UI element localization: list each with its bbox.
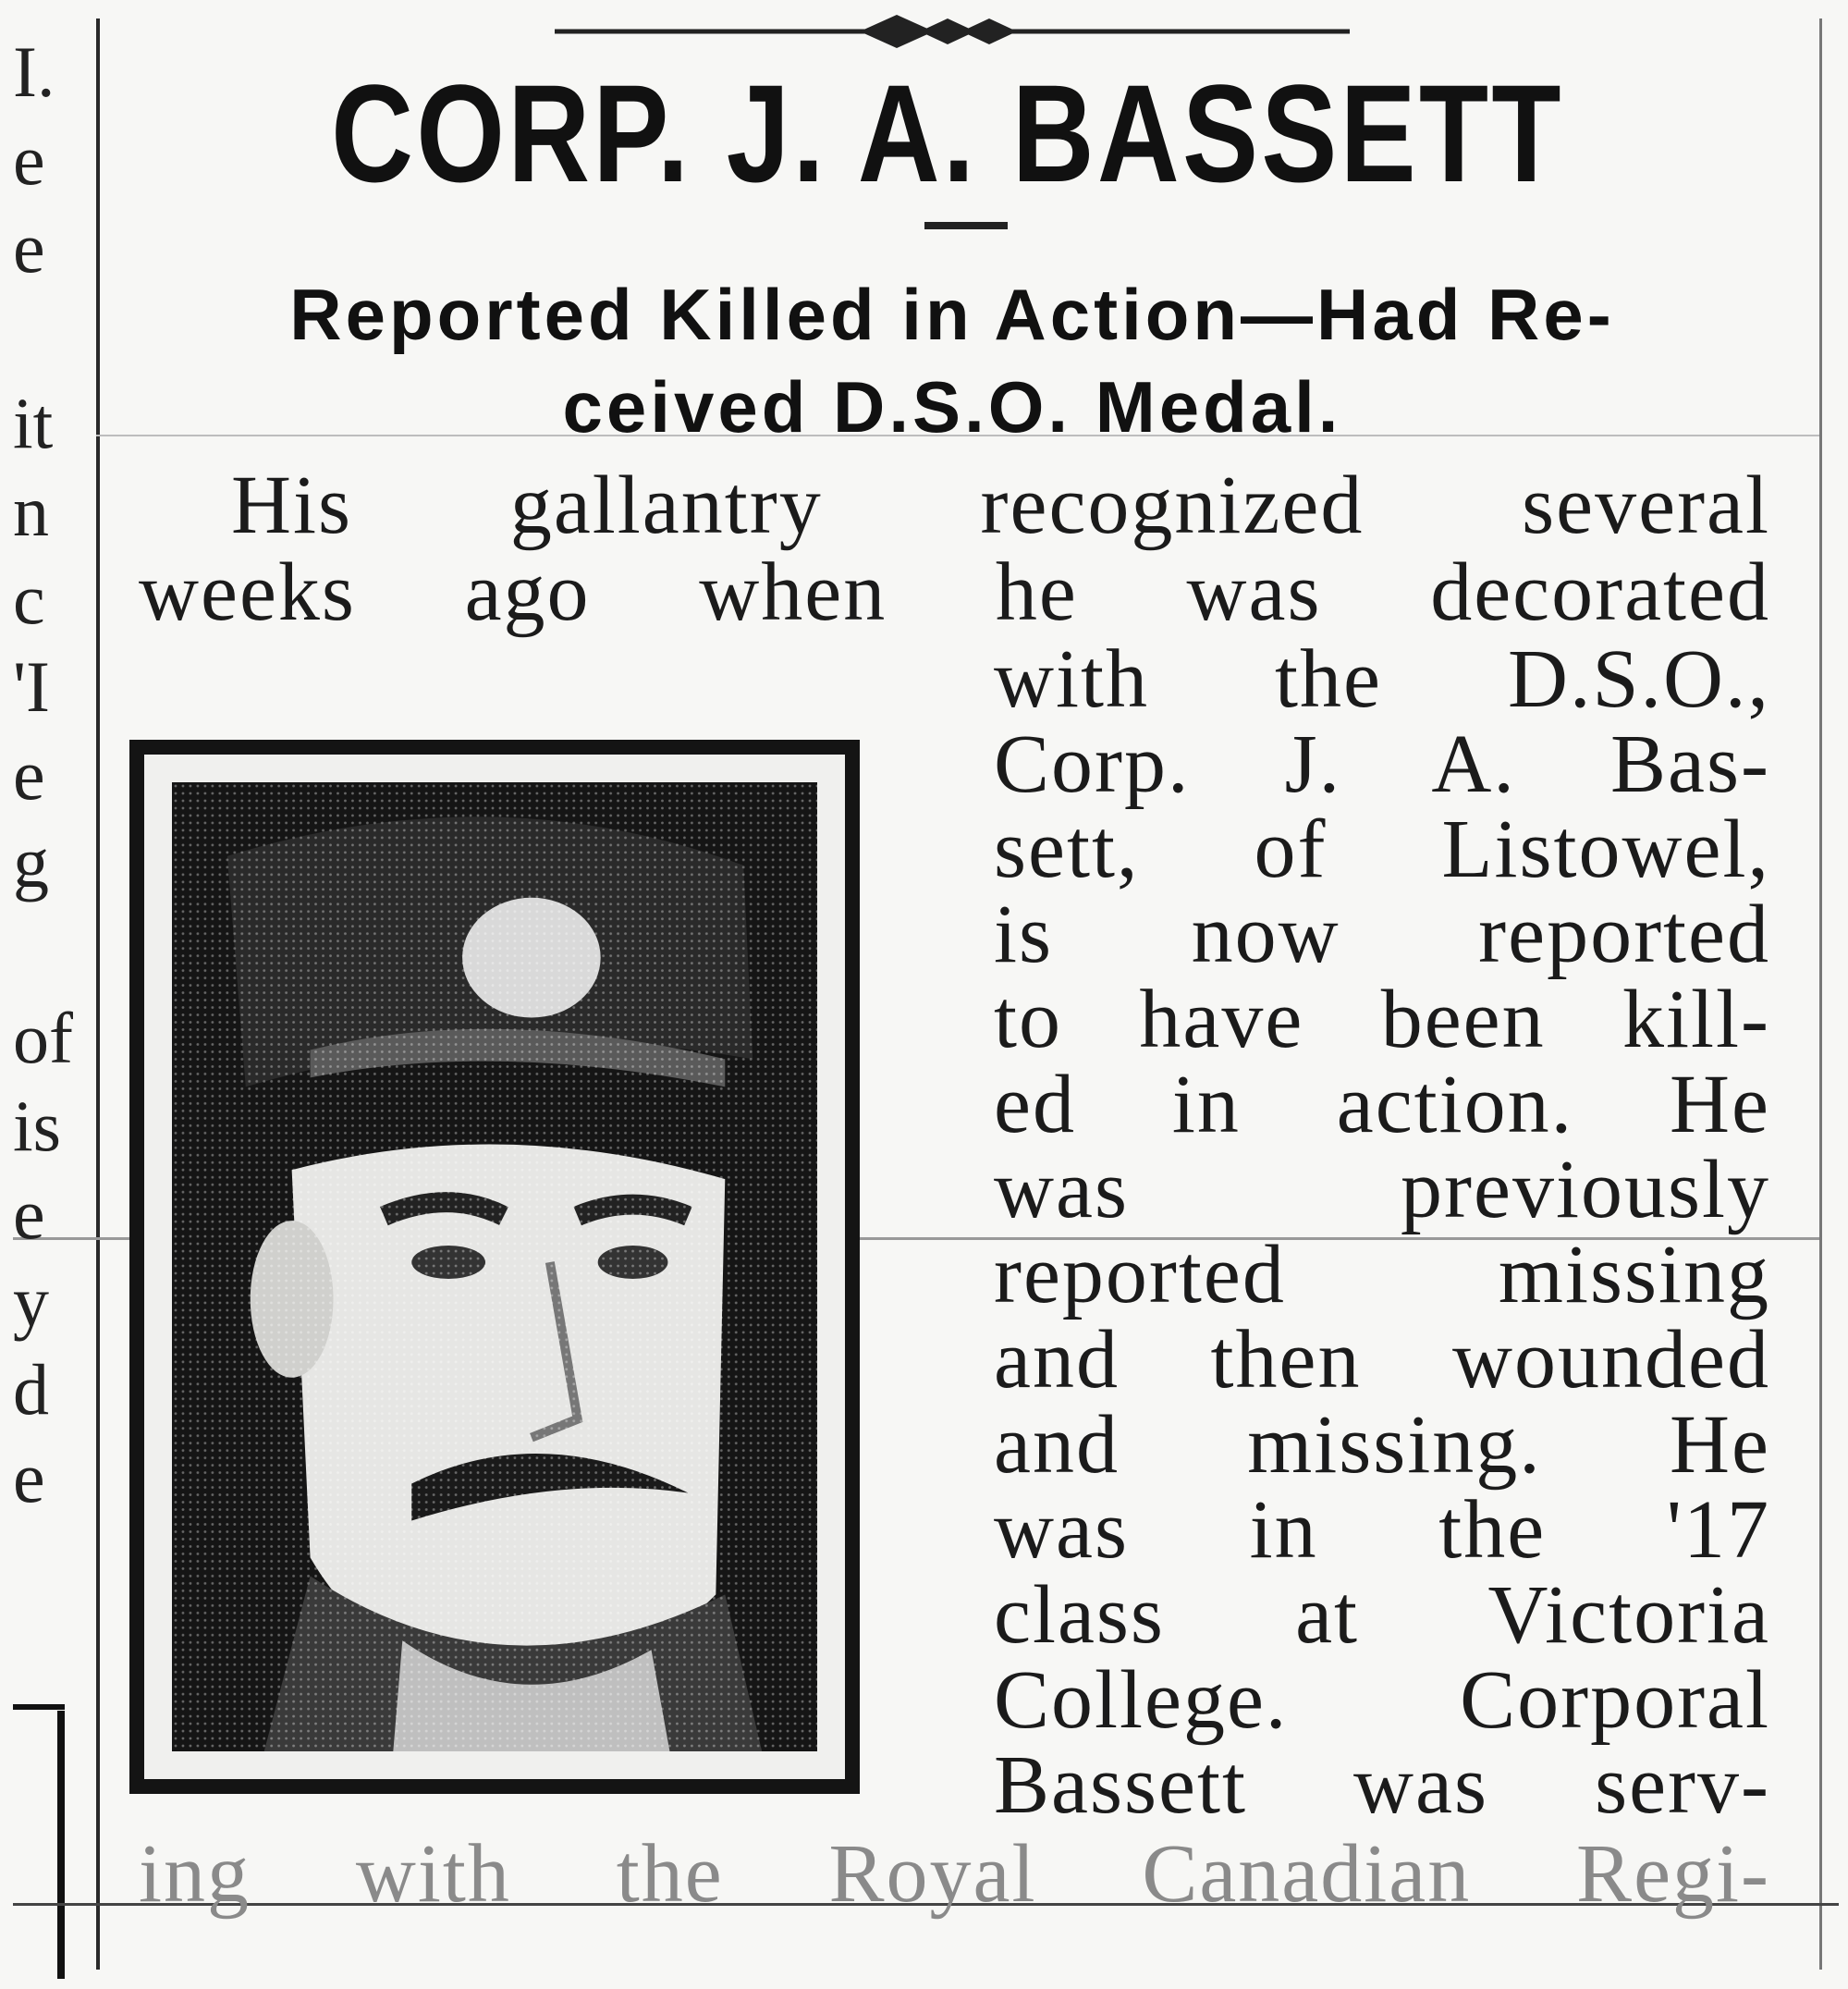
left-column-fragment: of: [13, 998, 73, 1078]
left-column-fragment: e: [13, 1437, 45, 1517]
article-headline: CORP. J. A. BASSETT: [331, 55, 1564, 211]
left-margin-bracket-top: [13, 1704, 65, 1710]
left-column-fragment: e: [13, 207, 45, 288]
body-line-narrow: Corp. J. A. Bas-: [994, 718, 1770, 810]
left-column-fragment: is: [13, 1086, 62, 1166]
subheadline-line: Reported Killed in Action—Had Re-: [289, 274, 1615, 355]
body-line-narrow: to have been kill-: [994, 974, 1770, 1065]
left-column-fragment: [13, 906, 78, 994]
body-line-narrow: was previously: [994, 1144, 1770, 1235]
column-rule-left: [96, 18, 100, 1970]
body-line-narrow: class at Victoria: [994, 1569, 1770, 1661]
left-column-fragment: c: [13, 559, 45, 639]
subheadline-line: ceived D.S.O. Medal.: [562, 366, 1342, 448]
left-column-fragment: it: [13, 383, 54, 463]
left-column-fragments: [13, 28, 78, 1521]
left-column-fragment: n: [13, 471, 49, 551]
left-margin-bracket: [57, 1711, 65, 1979]
left-column-fragment: 'I: [13, 646, 51, 727]
body-line-last: ing with the Royal Canadian Regi-: [139, 1828, 1770, 1920]
left-column-fragment: I.: [13, 31, 55, 112]
body-line-narrow: Bassett was serv-: [994, 1739, 1770, 1831]
portrait-photo: [172, 782, 817, 1751]
left-column-fragment: g: [13, 822, 49, 902]
body-line-narrow: College. Corporal: [994, 1654, 1770, 1746]
article-subheadline: [139, 268, 1766, 453]
body-line-narrow: with the D.S.O.,: [994, 633, 1770, 725]
ornament-rule-icon: [555, 13, 1350, 50]
body-line-narrow: reported missing: [994, 1229, 1770, 1320]
body-line-narrow: and then wounded: [994, 1314, 1770, 1406]
left-column-fragment: y: [13, 1261, 49, 1342]
left-column-fragment: e: [13, 734, 45, 815]
portrait-photo-frame: [129, 740, 860, 1794]
body-line-narrow: is now reported: [994, 889, 1770, 980]
headline-divider: [924, 222, 1008, 229]
left-column-fragment: d: [13, 1349, 49, 1430]
body-line-full: weeks ago when he was decorated: [139, 546, 1770, 638]
column-rule-right: [1819, 18, 1822, 1970]
body-line-narrow: and missing. He: [994, 1399, 1770, 1491]
body-line-narrow: sett, of Listowel,: [994, 804, 1770, 895]
left-column-fragment: e: [13, 119, 45, 200]
left-column-fragment: [13, 291, 78, 379]
left-column-fragment: e: [13, 1173, 45, 1254]
body-line-narrow: was in the '17: [994, 1484, 1770, 1576]
body-line-full: His gallantry recognized several: [231, 460, 1770, 551]
body-line-narrow: ed in action. He: [994, 1059, 1770, 1150]
